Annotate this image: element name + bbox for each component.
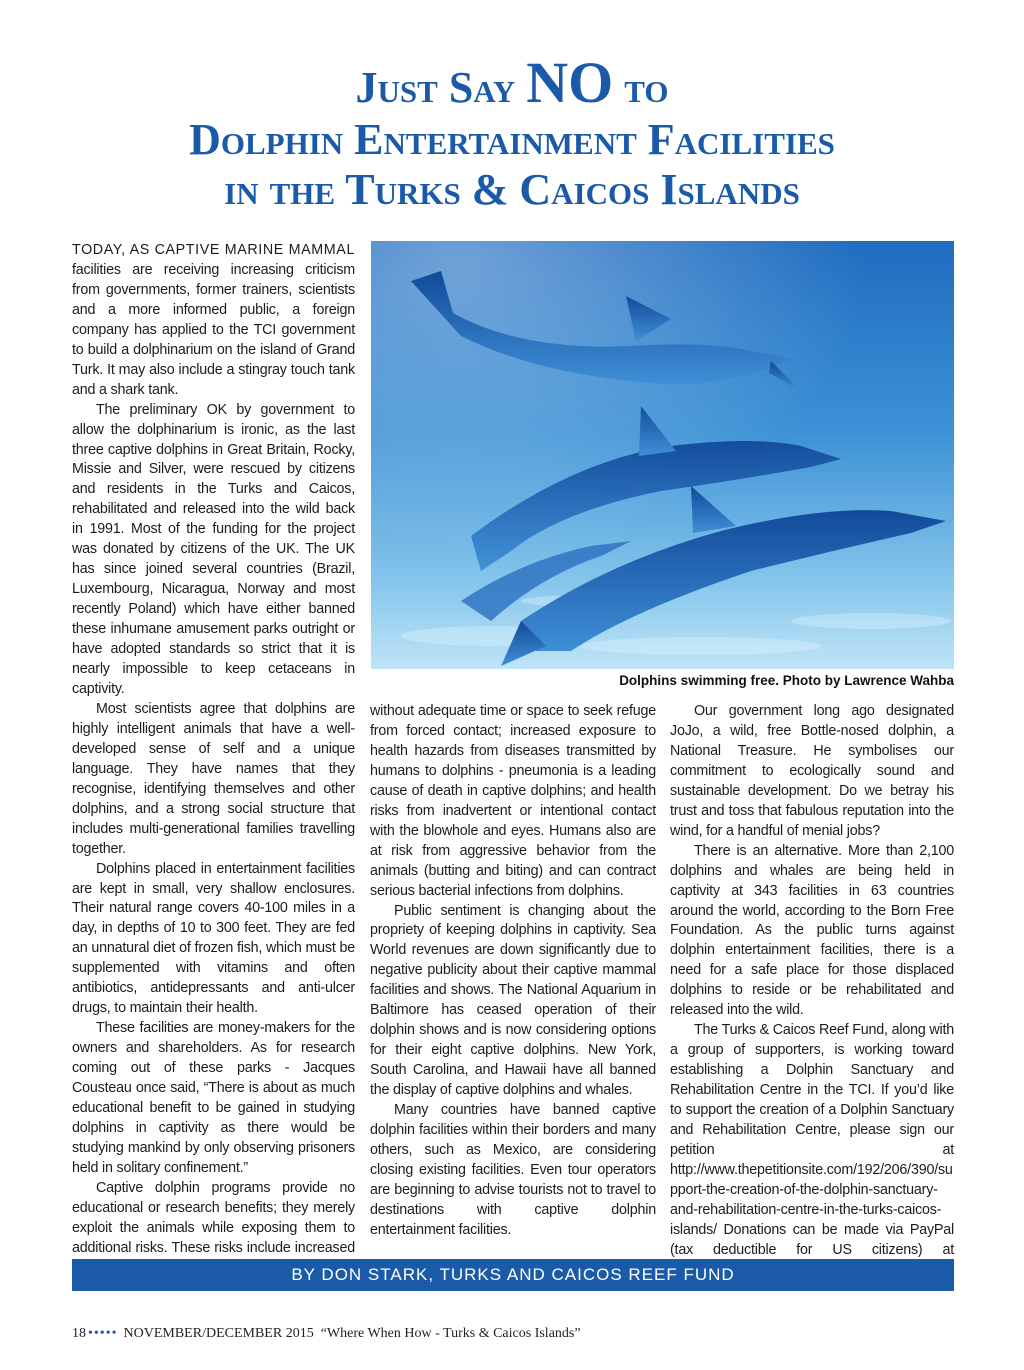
article-paragraph: Public sentiment is changing about the propriety of keeping dolphins in captivity. Sea World revenues are down significantly due to negative publicity about their captive mammal facilities and shows. The National Aquarium in Baltimore has ceased operation of their dolphin shows and is now considering options for their eight captive dolphins. New York, South Carolina, and Hawaii have all banned the display of captive dolphins and whales.: [370, 902, 656, 1099]
photo-caption: Dolphins swimming free. Photo by Lawrence Wahba: [619, 673, 954, 688]
title-line-1: Just Say NO to: [355, 50, 669, 115]
title-line-2: Dolphin Entertainment Facilities: [189, 115, 835, 164]
article-paragraph: The Turks & Caicos Reef Fund, along with a group of supporters, is working toward establishing a Dolphin Sanctuary and Rehabilitation Centre in the TCI. If you’d like to support the creation of a Dolphin Sanctuary and Rehabilitation Centre, please sign our petition at http://www.thepetitionsite.com/192/206/390/support-the-creation-of-the-dolphin-sanctuary-and-rehabilitation-centre-in-the-turks-caicos-islands/ Donations can be made via PayPal (tax deductible for US citizens) at: [670, 1021, 954, 1280]
article-paragraph: There is an alternative. More than 2,100 dolphins and whales are being held in captivity at 343 facilities in 63 countries around the world, according to the Born Free Foundation. As the public turns against dolphin entertainment facilities, there is a need for a safe place for those displaced dolphins to reside or be rehabilitated and released into the wild.: [670, 842, 954, 1019]
article-paragraph: Captive dolphin programs provide no educational or research benefits; they merely exploit the animals while exposing them to additional risks. These risks include increased: [72, 1179, 355, 1256]
article-paragraph: The preliminary OK by government to allow the dolphinarium is ironic, as the last three captive dolphins in Great Britain, Rocky, Missie and Silver, were rescued by citizens and residents in the Turks and Caicos, rehabilitated and released into the wild back in 1991. Most of the funding for the project was donated by citizens of the UK. The UK has since joined several countries (Brazil, Luxembourg, Nicaragua, Norway and most recently Poland) which have either banned these inhumane amusement parks outright or have adopted standards so strict that it is nearly impossible to keep cetaceans in captivity.: [72, 401, 355, 697]
author-byline: BY DON STARK, TURKS AND CAICOS REEF FUND: [72, 1259, 954, 1291]
publication-name: “Where When How - Turks & Caicos Islands”: [320, 1326, 581, 1341]
article-paragraph: These facilities are money-makers for the owners and shareholders. As for research coming out of these parks - Jacques Cousteau once said, “There is about as much educational benefit to be gained in studying dolphins in captivity as there would be studying mankind by only observing prisoners held in solitary confinement.”: [72, 1020, 355, 1176]
page-footer: [72, 1326, 581, 1342]
dolphins-photo: [371, 241, 954, 669]
issue-date: NOVEMBER/DECEMBER 2015: [123, 1326, 314, 1341]
title-no-word: NO: [526, 50, 614, 115]
footer-dots: •••••: [88, 1326, 118, 1341]
article-paragraph: Our government long ago designated JoJo, a wild, free Bottle-nosed dolphin, a National Treasure. He symbolises our commitment to ecologically sound and sustainable development. Do we betray his trust and toss that fabulous reputation into the wind, for a handful of menial jobs?: [670, 703, 954, 839]
article-paragraph: Dolphins placed in entertainment facilities are kept in small, very shallow enclosures. Their natural range covers 40-100 miles in a day, in depths of 10 to 300 feet. They are fed an unnatural diet of frozen fish, which must be supplemented with vitamins and often antibiotics, antidepressants and anti-ulcer drugs, to maintain their health.: [72, 860, 355, 1017]
article-paragraph: without adequate time or space to seek refuge from forced contact; increased exposure to health hazards from diseases transmitted by humans to dolphins - pneumonia is a leading cause of death in captive dolphins; and health risks from inadvertent or intentional contact with the blowhole and eyes. Humans also are at risk from aggressive behavior from the animals (butting and biting) and can contract serious bacterial infections from dolphins.: [370, 703, 656, 899]
article-column-1: [72, 241, 355, 1279]
article-paragraph: TODAY, AS CAPTIVE MARINE MAMMAL facilities are receiving increasing criticism from governments, former trainers, scientists and a more informed public, a foreign company has applied to the TCI government to build a dolphinarium on the island of Grand Turk. It may also include a stingray touch tank and a shark tank.: [72, 242, 355, 398]
page-number: 18: [72, 1326, 86, 1341]
article-paragraph: Many countries have banned captive dolphin facilities within their borders and many others, such as Mexico, are considering closing existing facilities. Even tour operators are beginning to advise tourists not to travel to destinations with captive dolphin entertainment facilities.: [370, 1102, 656, 1238]
article-column-3: [670, 702, 954, 1281]
article-paragraph: Most scientists agree that dolphins are highly intelligent animals that have a well-developed sense of self and a unique language. They have names that they recognise, identifying themselves and other dolphins, and a strong social structure that includes multi-generational families travelling together.: [72, 700, 355, 857]
title-line-3: in the Turks & Caicos Islands: [224, 165, 800, 214]
article-column-2: [370, 702, 656, 1241]
